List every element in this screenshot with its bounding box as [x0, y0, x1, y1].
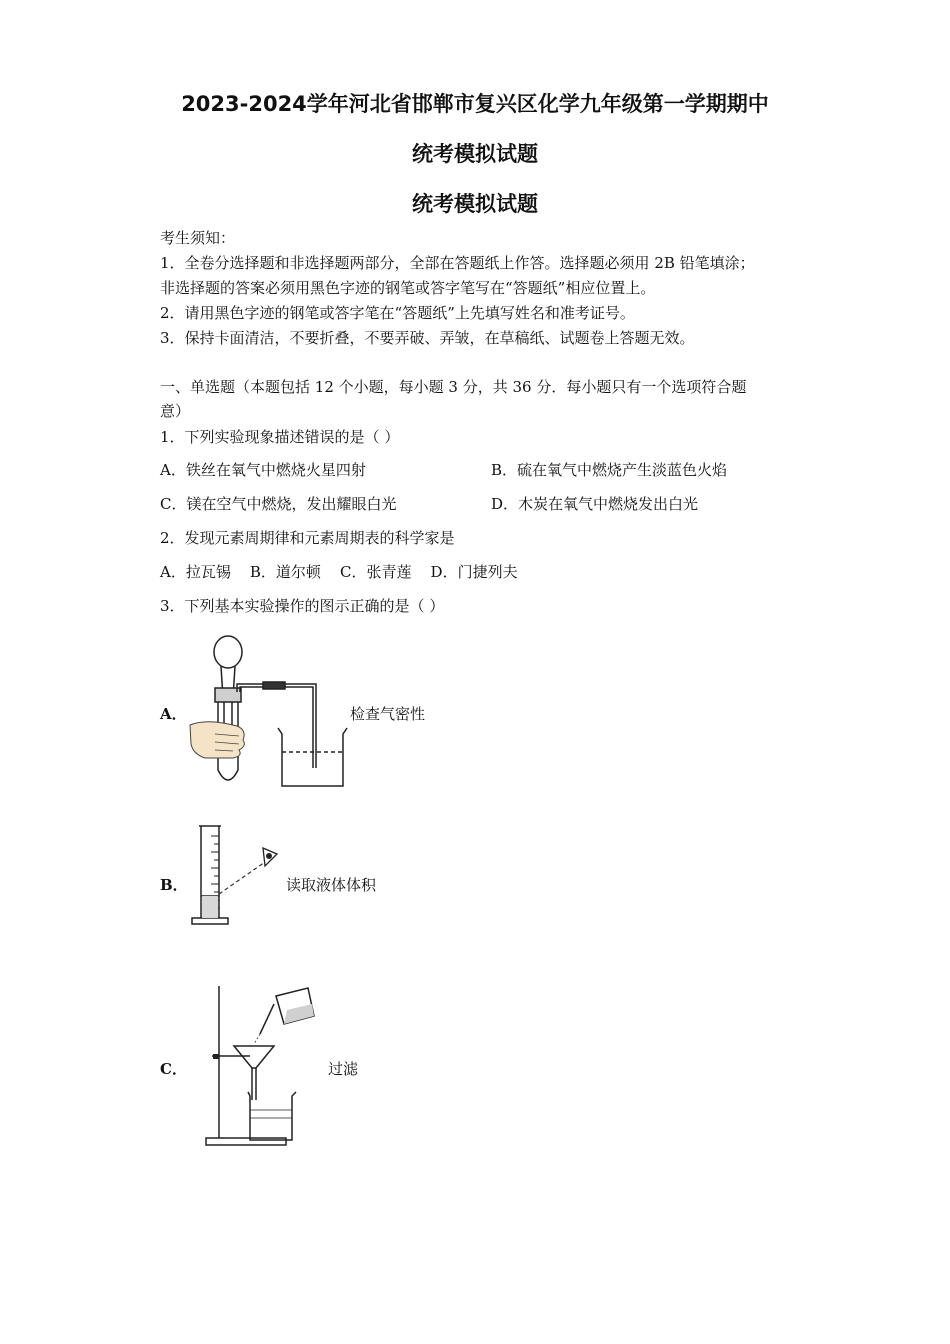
exam-title-line2: 统考模拟试题 [412, 142, 538, 166]
figure-c-caption: 过滤 [328, 1060, 359, 1078]
question-1-option-d: D．木炭在氧气中燃烧发出白光 [491, 495, 699, 513]
figure-a-letter: A． [160, 705, 187, 723]
notice-line: 3．保持卡面清洁，不要折叠，不要弄破、弄皱，在草稿纸、试题卷上答题无效。 [160, 329, 695, 347]
figure-a-caption: 检查气密性 [350, 705, 426, 723]
question-1-stem: 1．下列实验现象描述错误的是（ ） [160, 428, 400, 446]
figure-b-caption: 读取液体体积 [286, 876, 377, 894]
question-2-stem: 2．发现元素周期律和元素周期表的科学家是 [160, 529, 455, 547]
exam-title-line1: 2023-2024学年河北省邯郸市复兴区化学九年级第一学期期中 [181, 92, 769, 116]
graduated-cylinder-reading-illustration [185, 822, 285, 928]
section-heading: 一、单选题（本题包括 12 个小题，每小题 3 分，共 36 分．每小题只有一个选项符合题 [160, 378, 747, 396]
question-1-option-a: A．铁丝在氧气中燃烧火星四射 [160, 461, 366, 479]
question-1-option-b: B．硫在氧气中燃烧产生淡蓝色火焰 [491, 461, 728, 479]
question-3-stem: 3．下列基本实验操作的图示正确的是（ ） [160, 597, 445, 615]
airtightness-check-illustration [185, 630, 355, 792]
notice-line: 非选择题的答案必须用黑色字迹的钢笔或答字笔写在“答题纸”相应位置上。 [160, 279, 656, 297]
question-1-option-c: C．镁在空气中燃烧，发出耀眼白光 [160, 495, 397, 513]
notice-heading: 考生须知： [160, 229, 236, 247]
section-heading-cont: 意） [160, 402, 191, 420]
exam-title-line3: 统考模拟试题 [412, 192, 538, 216]
notice-line: 2．请用黑色字迹的钢笔或答字笔在“答题纸”上先填写姓名和准考证号。 [160, 304, 635, 322]
filtration-illustration [200, 982, 330, 1152]
figure-c-letter: C． [160, 1060, 187, 1078]
figure-b-letter: B． [160, 876, 188, 894]
question-2-options: A．拉瓦锡 B．道尔顿 C．张青莲 D．门捷列夫 [160, 563, 518, 581]
notice-line: 1．全卷分选择题和非选择题两部分，全部在答题纸上作答。选择题必须用 2B 铅笔填涂； [160, 254, 755, 272]
